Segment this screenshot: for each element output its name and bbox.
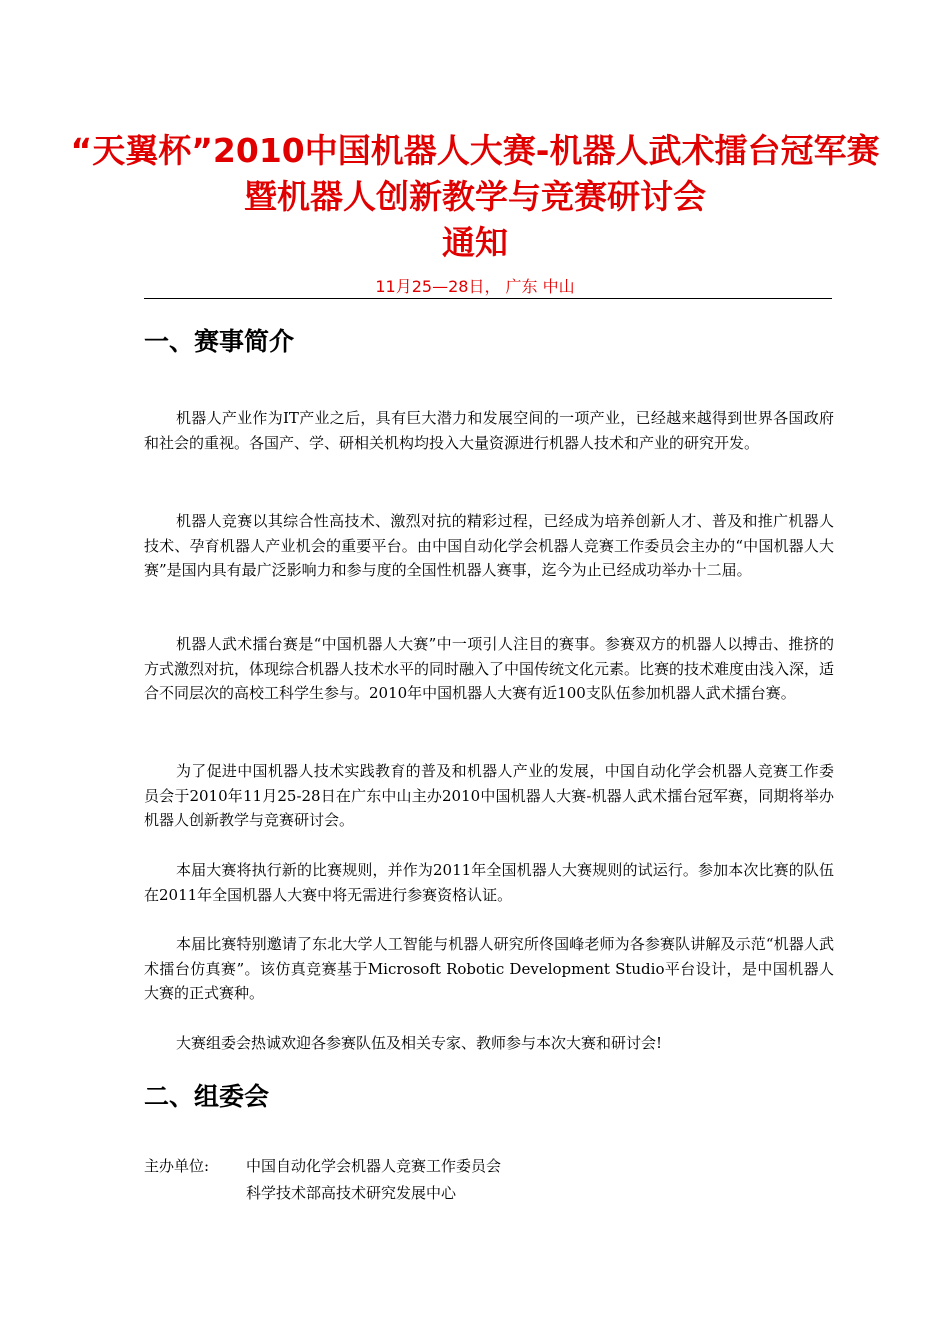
host-unit-row-2	[144, 1181, 456, 1206]
section-heading-intro: 一、赛事简介	[144, 327, 295, 356]
host-unit-2: 科学技术部高技术研究发展中心	[246, 1184, 457, 1202]
host-label: 主办单位:	[144, 1157, 210, 1175]
date-location: 11月25—28日， 广东 中山	[375, 277, 575, 296]
intro-paragraph-3: 机器人武术擂台赛是“中国机器人大赛”中一项引人注目的赛事。参赛双方的机器人以搏击、推挤的方式激烈对抗，体现综合机器人技术水平的同时融入了中国传统文化元素。比赛的技术难度由浅入深，适合不同层次的高校工科学生参与。2010年中国机器人大赛有近100支队伍参加机器人武术擂台赛。	[144, 635, 835, 702]
intro-paragraph-4: 为了促进中国机器人技术实践教育的普及和机器人产业的发展，中国自动化学会机器人竞赛工作委员会于2010年11月25-28日在广东中山主办2010中国机器人大赛-机器人武术擂台冠军赛，同期将举办机器人创新教学与竞赛研讨会。	[144, 762, 834, 829]
host-unit-row-1	[144, 1154, 501, 1179]
intro-paragraph-6: 本届比赛特别邀请了东北大学人工智能与机器人研究所佟国峰老师为各参赛队讲解及示范“机器人武术擂台仿真赛”。该仿真竞赛基于Microsoft Robotic Development Studio平台设计，是中国机器人大赛的正式赛种。	[144, 935, 834, 1002]
notice-heading: 通知	[442, 223, 508, 262]
document-title	[0, 128, 950, 266]
title-divider	[144, 298, 832, 299]
intro-paragraph-5: 本届大赛将执行新的比赛规则，并作为2011年全国机器人大赛规则的试运行。参加本次比赛的队伍在2011年全国机器人大赛中将无需进行参赛资格认证。	[144, 861, 834, 904]
intro-paragraph-2: 机器人竞赛以其综合性高技术、激烈对抗的精彩过程，已经成为培养创新人才、普及和推广机器人技术、孕育机器人产业机会的重要平台。由中国自动化学会机器人竞赛工作委员会主办的“中国机器人大赛”是国内具有最广泛影响力和参与度的全国性机器人赛事，迄今为止已经成功举办十二届。	[144, 512, 834, 579]
intro-paragraph-1: 机器人产业作为IT产业之后，具有巨大潜力和发展空间的一项产业，已经越来越得到世界各国政府和社会的重视。各国产、学、研相关机构均投入大量资源进行机器人技术和产业的研究开发。	[144, 409, 834, 452]
intro-paragraph-7: 大赛组委会热诚欢迎各参赛队伍及相关专家、教师参与本次大赛和研讨会!	[176, 1034, 663, 1052]
section-heading-committee: 二、组委会	[144, 1082, 270, 1111]
host-unit-1: 中国自动化学会机器人竞赛工作委员会	[246, 1157, 502, 1175]
title-line-1: “天翼杯”2010中国机器人大赛-机器人武术擂台冠军赛	[70, 131, 880, 170]
title-line-2: 暨机器人创新教学与竞赛研讨会	[244, 177, 706, 216]
